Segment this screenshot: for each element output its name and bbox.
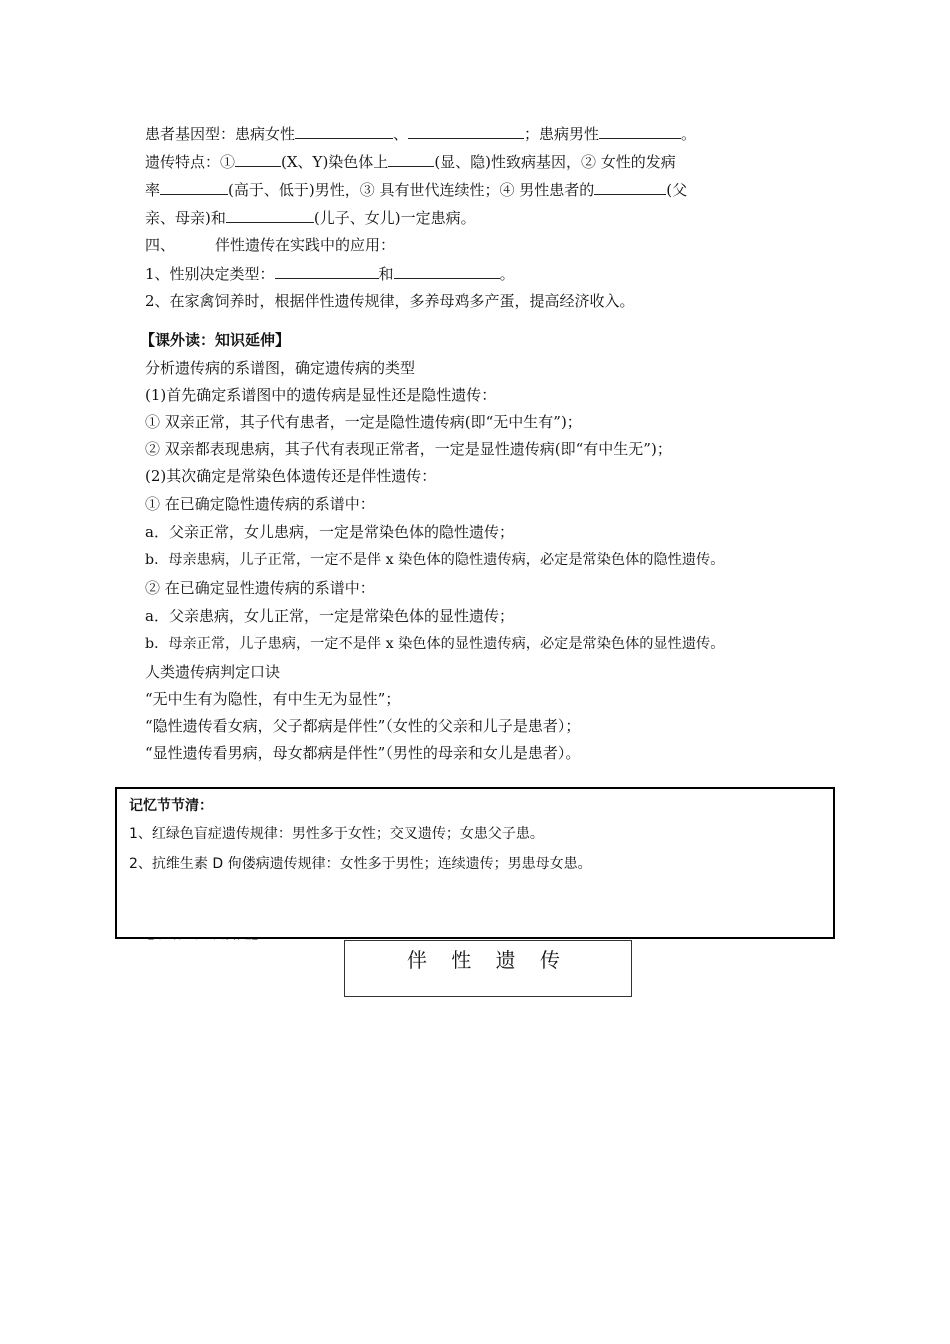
blank-male[interactable] (599, 123, 681, 139)
reading-line: ② 双亲都表现患病，其子代有表现正常者，一定是显性遗传病(即“有中生无”)； (145, 440, 672, 458)
reading-line: a．父亲正常，女儿患病，一定是常染色体的隐性遗传； (145, 523, 514, 541)
genotype-line: 患者基因型：患病女性 、 ；患病男性 。 (145, 125, 697, 143)
genotype-label: 患者基因型：患病女性 (145, 125, 296, 143)
poultry-line: 2、在家禽饲养时，根据伴性遗传规律，多养母鸡多产蛋，提高经济收入。 (145, 292, 635, 310)
traits-line-3: 亲、母亲)和 (儿子、女儿)一定患病。 (145, 209, 476, 227)
reading-line: 人类遗传病判定口诀 (145, 663, 281, 681)
extra-reading-title: 【课外读：知识延伸】 (140, 331, 291, 349)
reading-line: b．母亲正常，儿子患病，一定不是伴 x 染色体的显性遗传病，必定是常染色体的显性遗传。 (145, 636, 725, 652)
blank-female-1[interactable] (295, 123, 393, 139)
reading-line: (1)首先确定系谱图中的遗传病是显性还是隐性遗传： (145, 386, 497, 404)
knowledge-box (344, 940, 632, 997)
reading-line: ② 在已确定显性遗传病的系谱中： (145, 579, 375, 597)
sex-determination-line: 1、性别决定类型： 和 。 (145, 265, 515, 283)
reading-line: (2)其次确定是常染色体遗传还是伴性遗传： (145, 467, 437, 485)
reading-line: ① 在已确定隐性遗传病的系谱中： (145, 495, 375, 513)
blank-chromosome[interactable] (235, 151, 281, 167)
reading-line: “隐性遗传看女病，父子都病是伴性”（女性的父亲和儿子是患者）； (145, 717, 581, 735)
reading-line: ① 双亲正常，其子代有患者，一定是隐性遗传病(即“无中生有”)； (145, 413, 582, 431)
blank-rate[interactable] (160, 179, 228, 195)
reading-line: a．父亲患病，女儿正常，一定是常染色体的显性遗传； (145, 607, 514, 625)
reading-line: b．母亲患病，儿子正常，一定不是伴 x 染色体的隐性遗传病，必定是常染色体的隐性遗传。 (145, 552, 725, 568)
memory-item: 1、红绿色盲症遗传规律：男性多于女性；交叉遗传；女患父子患。 (129, 826, 544, 842)
blank-type-2[interactable] (394, 263, 500, 279)
blank-child[interactable] (226, 207, 314, 223)
reading-line: “显性遗传看男病，母女都病是伴性”（男性的母亲和女儿是患者）。 (145, 744, 581, 762)
memory-box (115, 787, 835, 939)
memory-box-title: 记忆节节清： (129, 798, 213, 814)
knowledge-box-label: 伴 性 遗 传 (406, 948, 570, 972)
reading-line: 分析遗传病的系谱图，确定遗传病的类型 (145, 359, 416, 377)
blank-dominance[interactable] (388, 151, 434, 167)
blank-type-1[interactable] (275, 263, 379, 279)
traits-line-1: 遗传特点：① (X、Y)染色体上 (显、隐)性致病基因，② 女性的发病 (145, 153, 676, 171)
blank-parent[interactable] (594, 179, 666, 195)
traits-line-2: 率 (高于、低于)男性，③ 具有世代连续性；④ 男性患者的 (父 (145, 181, 688, 199)
reading-line: “无中生有为隐性，有中生无为显性”； (145, 690, 401, 708)
section-four-heading: 四、 伴性遗传在实践中的应用： (145, 236, 396, 254)
memory-item: 2、抗维生素 D 佝偻病遗传规律：女性多于男性；连续遗传；男患母女患。 (129, 856, 592, 872)
blank-female-2[interactable] (408, 123, 524, 139)
